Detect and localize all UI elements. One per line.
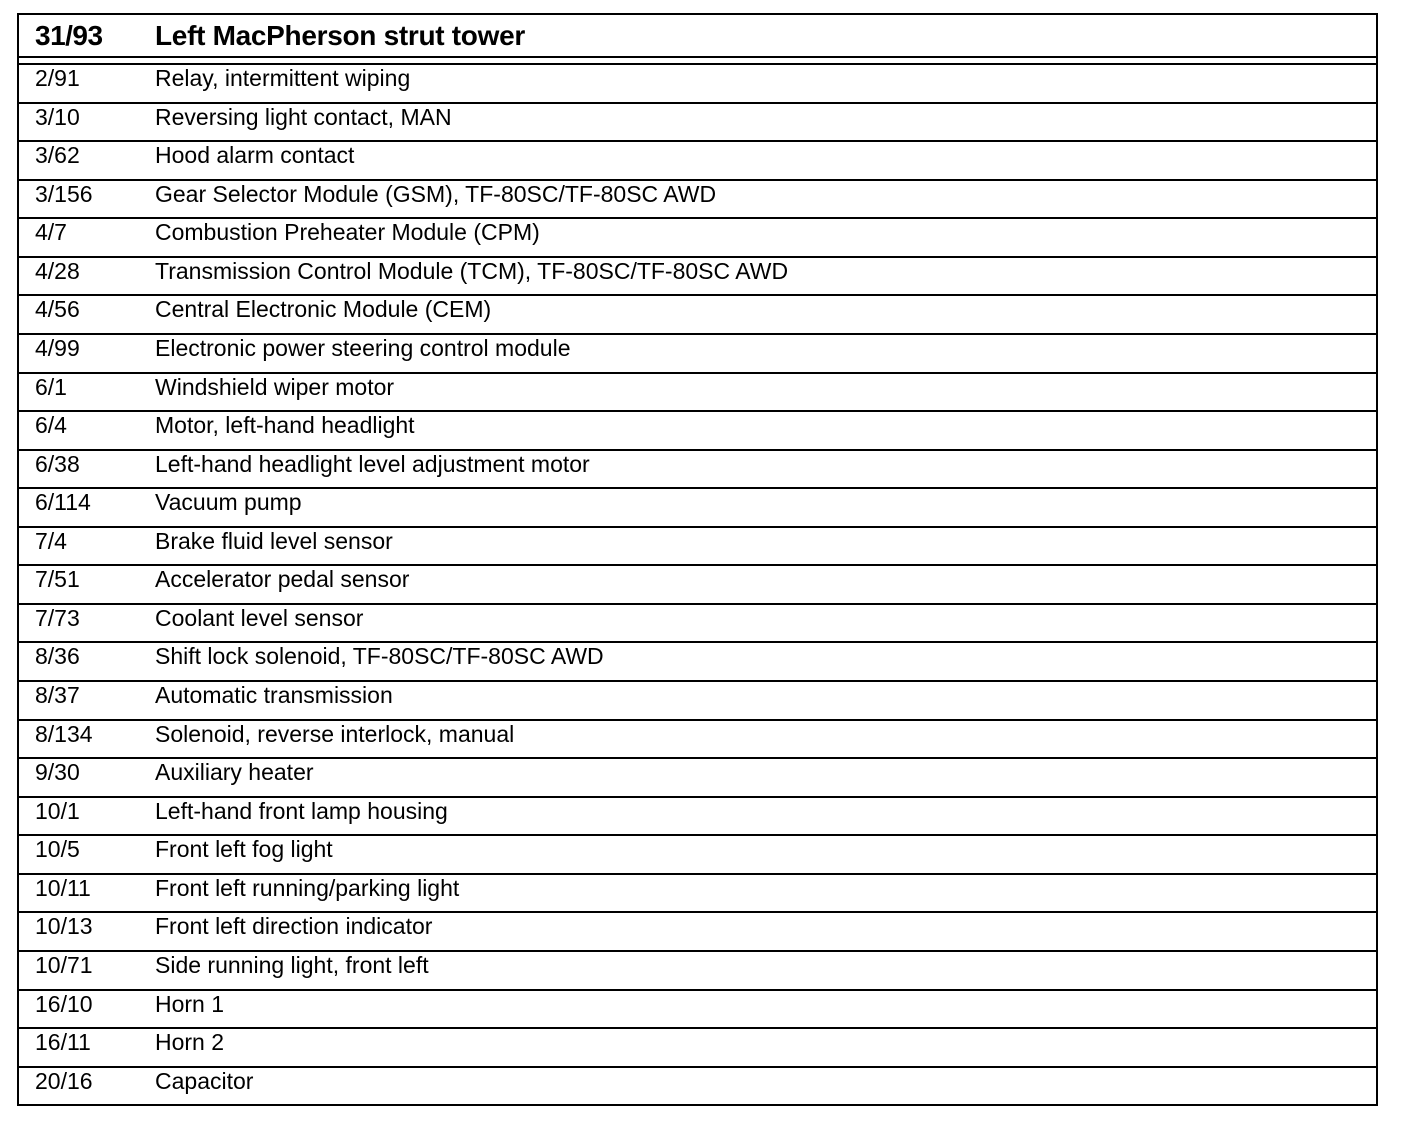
row-code: 20/16 [35, 1067, 93, 1094]
row-description: Relay, intermittent wiping [155, 65, 411, 91]
row-description: Shift lock solenoid, TF-80SC/TF-80SC AWD [155, 643, 604, 670]
row-description: Hood alarm contact [155, 142, 355, 169]
table-row [19, 682, 1376, 721]
row-code: 4/56 [35, 296, 80, 323]
table-row [19, 759, 1376, 798]
row-description: Capacitor [155, 1067, 254, 1094]
table-row [19, 875, 1376, 914]
row-code: 6/1 [35, 373, 67, 400]
table-body [19, 65, 1376, 1104]
row-code: 10/11 [35, 874, 91, 901]
row-code: 6/38 [35, 450, 80, 477]
table-row [19, 181, 1376, 220]
table-row [19, 142, 1376, 181]
header-divider [19, 58, 1376, 65]
row-description: Reversing light contact, MAN [155, 103, 452, 130]
table-row [19, 489, 1376, 528]
table-row [19, 952, 1376, 991]
row-description: Combustion Preheater Module (CPM) [155, 219, 540, 246]
table-header [19, 15, 1376, 58]
row-code: 8/36 [35, 643, 80, 670]
table-row [19, 643, 1376, 682]
table-row [19, 412, 1376, 451]
row-code: 7/4 [35, 527, 67, 554]
row-code: 4/99 [35, 334, 80, 361]
row-code: 10/13 [35, 913, 93, 940]
row-description: Gear Selector Module (GSM), TF-80SC/TF-80SC AWD [155, 180, 717, 207]
table-row [19, 913, 1376, 952]
table-row [19, 219, 1376, 258]
row-description: Windshield wiper motor [155, 373, 395, 400]
table-row [19, 1029, 1376, 1068]
table-row [19, 836, 1376, 875]
row-description: Left-hand front lamp housing [155, 797, 448, 824]
row-description: Left-hand headlight level adjustment motor [155, 450, 590, 477]
table-row [19, 104, 1376, 143]
row-description: Electronic power steering control module [155, 334, 571, 361]
table-row [19, 296, 1376, 335]
row-code: 10/71 [35, 951, 93, 978]
row-description: Vacuum pump [155, 489, 302, 516]
row-code: 9/30 [35, 759, 80, 786]
row-description: Transmission Control Module (TCM), TF-80SC/TF-80SC AWD [155, 257, 789, 284]
component-table [17, 13, 1378, 1106]
table-row [19, 335, 1376, 374]
row-description: Coolant level sensor [155, 604, 364, 631]
table-row [19, 528, 1376, 567]
row-description: Motor, left-hand headlight [155, 412, 415, 439]
table-row [19, 1068, 1376, 1105]
row-description: Solenoid, reverse interlock, manual [155, 720, 515, 747]
row-code: 3/156 [35, 180, 93, 207]
table-row [19, 258, 1376, 297]
table-row [19, 721, 1376, 760]
row-description: Horn 2 [155, 1029, 225, 1056]
row-code: 3/62 [35, 142, 80, 169]
table-row [19, 605, 1376, 644]
row-code: 16/11 [35, 1029, 91, 1056]
table-row [19, 374, 1376, 413]
row-code: 2/91 [35, 65, 80, 91]
row-description: Side running light, front left [155, 951, 429, 978]
row-code: 16/10 [35, 990, 93, 1017]
row-code: 4/28 [35, 257, 80, 284]
row-code: 8/37 [35, 682, 80, 708]
row-description: Central Electronic Module (CEM) [155, 296, 492, 323]
row-description: Brake fluid level sensor [155, 527, 393, 554]
header-code: 31/93 [35, 19, 103, 51]
header-title: Left MacPherson strut tower [155, 19, 525, 51]
row-description: Horn 1 [155, 990, 225, 1017]
row-description: Front left fog light [155, 836, 333, 863]
row-code: 10/1 [35, 797, 80, 824]
row-code: 6/114 [35, 489, 91, 516]
table-row [19, 798, 1376, 837]
row-description: Front left running/parking light [155, 874, 460, 901]
row-description: Automatic transmission [155, 682, 393, 708]
row-code: 8/134 [35, 720, 93, 747]
row-description: Front left direction indicator [155, 913, 433, 940]
row-code: 10/5 [35, 836, 80, 863]
row-code: 3/10 [35, 103, 80, 130]
row-code: 7/73 [35, 604, 80, 631]
row-description: Auxiliary heater [155, 759, 314, 786]
row-description: Accelerator pedal sensor [155, 566, 410, 593]
table-row [19, 65, 1376, 104]
row-code: 4/7 [35, 219, 67, 246]
table-row [19, 451, 1376, 490]
table-row [19, 566, 1376, 605]
table-row [19, 991, 1376, 1030]
row-code: 7/51 [35, 566, 80, 593]
row-code: 6/4 [35, 412, 67, 439]
